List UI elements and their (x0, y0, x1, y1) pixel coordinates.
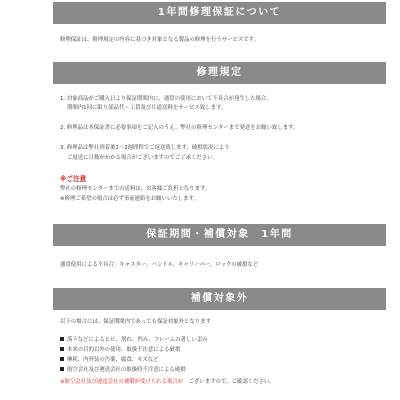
bullet-square-icon (60, 357, 64, 361)
footnote-highlight: ※航空会社及び運送会社の補償が受けられる場合が (60, 379, 184, 385)
footnote-tail: ございますので、ご確認ください。 (183, 379, 275, 385)
rule-item-2: 2. 修理品は本保証書に必要事項をご記入のうえ、弊社の修理センターまで発送をお願い致します。 (60, 125, 299, 131)
rule-item-1-line-2: 期間内1回に限り部品代・工賃及び片道送料をサービス致します。 (67, 105, 227, 111)
rule-item-1-line-1: 1. 対象商品がご購入日より保証期間内に、通常の使用において不具合が発生した場合、 (60, 96, 272, 102)
exclusions-footnote (60, 379, 275, 386)
rule-item-3-line-2: ご返送に日数がかかる場合がございますのでご了承ください。 (67, 155, 218, 161)
section-header-exclusions: 補償対象外 (53, 288, 386, 310)
intro-text: 修理保証は、修理規定の内容に基づき対象となる製品の修理を行うサービスです。 (60, 37, 260, 43)
section-header-warranty-overview: 1年間修理保証について (53, 2, 386, 24)
caution-line-2: ※修理ご希望の場合は必ず事前連絡をお願いいたします。 (60, 196, 199, 202)
exclusion-item: 落下などによるヒビ、割れ、凹み、フレームの著しい歪み (60, 337, 208, 344)
rule-item-3-line-1: 3. 修理品は弊社到着後1～2週間程でご返送致します。破損状況により (60, 145, 230, 151)
exclusion-item: 本来の目的以外の使用、取扱不注意による破損 (60, 347, 180, 354)
exclusion-item: 摩耗、内外装の汚薬、腐食、キズなど (60, 357, 159, 364)
bullet-square-icon (60, 347, 64, 351)
exclusions-intro: 以下の場合には、保証期間内であっても保証対象外となります (60, 319, 211, 325)
caution-line-1: 弊社の修理センターまでの送料は、お客様ご負担となります。 (60, 186, 211, 192)
caution-label: ※ご注意 (60, 175, 87, 183)
section-header-repair-rules: 修理規定 (53, 62, 386, 84)
warranty-period-text: 通常使用による不具合：キャスター、ハンドル、キャリーバー、ロックの破損など (60, 262, 259, 268)
section-header-warranty-period: 保証期間・補償対象 1年間 (53, 224, 386, 246)
exclusion-item: 航空会社及び運送会社の取扱時不注意による破損 (60, 367, 186, 374)
bullet-square-icon (60, 367, 64, 371)
bullet-square-icon (60, 337, 64, 341)
